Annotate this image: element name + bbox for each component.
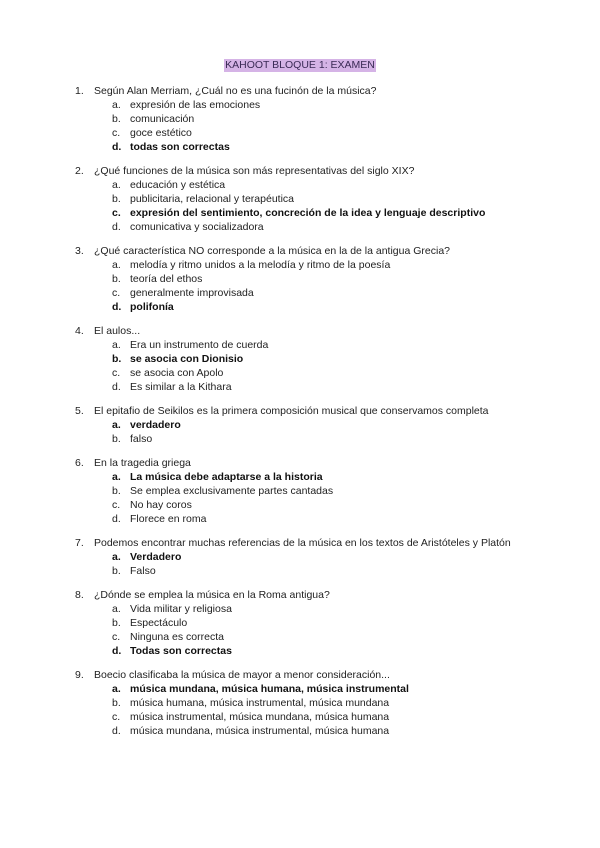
question-text: El epitafio de Seikilos es la primera composición musical que conservamos completa xyxy=(94,405,489,417)
question-text: ¿Dónde se emplea la música en la Roma antigua? xyxy=(94,589,330,601)
option-text: Todas son correctas xyxy=(130,645,232,657)
question-text: Podemos encontrar muchas referencias de la música en los textos de Aristóteles y Platón xyxy=(94,537,511,549)
option xyxy=(0,286,600,300)
option-text: Espectáculo xyxy=(130,617,188,629)
option-correct xyxy=(0,418,600,432)
option-text: expresión del sentimiento, concreción de la idea y lenguaje descriptivo xyxy=(130,207,486,219)
question-text: ¿Qué característica NO corresponde a la música en la de la antigua Grecia? xyxy=(94,245,451,257)
question-line xyxy=(0,456,600,470)
option-correct xyxy=(0,470,600,484)
option xyxy=(0,126,600,140)
option-letter: a. xyxy=(112,259,121,271)
option-text: todas son correctas xyxy=(130,141,230,153)
question-line xyxy=(0,588,600,602)
option-text: música mundana, música instrumental, música humana xyxy=(130,725,390,737)
question-text: Boecio clasificaba la música de mayor a menor consideración... xyxy=(94,669,390,681)
option xyxy=(0,178,600,192)
option xyxy=(0,272,600,286)
option xyxy=(0,484,600,498)
question-line xyxy=(0,164,600,178)
option-letter: a. xyxy=(112,419,121,431)
option-correct xyxy=(0,352,600,366)
option-text: música humana, música instrumental, música mundana xyxy=(130,697,390,709)
option-text: Se emplea exclusivamente partes cantadas xyxy=(130,485,334,497)
option-text: Falso xyxy=(130,565,156,577)
option-letter: d. xyxy=(112,381,121,393)
question-line xyxy=(0,536,600,550)
option xyxy=(0,696,600,710)
option-text: teoría del ethos xyxy=(130,273,203,285)
question-text: ¿Qué funciones de la música son más representativas del siglo XIX? xyxy=(94,165,415,177)
option-correct xyxy=(0,140,600,154)
option-letter: a. xyxy=(112,551,121,563)
question-number: 8. xyxy=(75,589,84,601)
option-text: Vida militar y religiosa xyxy=(130,603,232,615)
question-number: 5. xyxy=(75,405,84,417)
option-text: Es similar a la Kithara xyxy=(130,381,232,393)
option-letter: a. xyxy=(112,339,121,351)
option-letter: c. xyxy=(112,367,121,379)
option xyxy=(0,98,600,112)
option-letter: b. xyxy=(112,485,121,497)
question-5 xyxy=(0,404,600,446)
option-letter: a. xyxy=(112,603,121,615)
option-letter: c. xyxy=(112,499,121,511)
option-text: educación y estética xyxy=(130,179,226,191)
option xyxy=(0,616,600,630)
option-letter: d. xyxy=(112,221,121,233)
option xyxy=(0,630,600,644)
option-letter: b. xyxy=(112,433,121,445)
title-wrapper xyxy=(0,55,600,73)
option-text: melodía y ritmo unidos a la melodía y ritmo de la poesía xyxy=(130,259,391,271)
option-text: falso xyxy=(130,433,153,445)
option-correct xyxy=(0,206,600,220)
option-text: generalmente improvisada xyxy=(130,287,254,299)
option xyxy=(0,366,600,380)
question-4 xyxy=(0,324,600,394)
option xyxy=(0,710,600,724)
question-number: 2. xyxy=(75,165,84,177)
question-6 xyxy=(0,456,600,526)
option xyxy=(0,512,600,526)
question-text: Según Alan Merriam, ¿Cuál no es una fucinón de la música? xyxy=(94,85,377,97)
option-letter: c. xyxy=(112,127,121,139)
question-9 xyxy=(0,668,600,738)
question-number: 4. xyxy=(75,325,84,337)
option-letter: b. xyxy=(112,193,121,205)
option xyxy=(0,498,600,512)
option-letter: a. xyxy=(112,471,121,483)
option-text: comunicación xyxy=(130,113,195,125)
page-title: KAHOOT BLOQUE 1: EXAMEN xyxy=(225,59,375,71)
option-letter: d. xyxy=(112,725,121,737)
question-line xyxy=(0,324,600,338)
option-letter: b. xyxy=(112,697,121,709)
option-correct xyxy=(0,644,600,658)
option-letter: d. xyxy=(112,513,121,525)
question-2 xyxy=(0,164,600,234)
question-number: 3. xyxy=(75,245,84,257)
option-letter: c. xyxy=(112,711,121,723)
option-letter: a. xyxy=(112,683,121,695)
option-correct xyxy=(0,550,600,564)
option xyxy=(0,338,600,352)
option-text: Era un instrumento de cuerda xyxy=(130,339,269,351)
question-8 xyxy=(0,588,600,658)
question-number: 7. xyxy=(75,537,84,549)
question-number: 1. xyxy=(75,85,84,97)
question-text: El aulos... xyxy=(94,325,141,337)
option xyxy=(0,602,600,616)
option-letter: d. xyxy=(112,301,122,313)
option-text: goce estético xyxy=(130,127,192,139)
option-letter: d. xyxy=(112,645,122,657)
option-letter: b. xyxy=(112,617,121,629)
option-text: expresión de las emociones xyxy=(130,99,261,111)
option-text: Verdadero xyxy=(130,551,182,563)
question-line xyxy=(0,244,600,258)
option xyxy=(0,380,600,394)
option xyxy=(0,220,600,234)
option xyxy=(0,432,600,446)
option-letter: b. xyxy=(112,273,121,285)
option-text: verdadero xyxy=(130,419,181,431)
option-text: música mundana, música humana, música instrumental xyxy=(130,683,409,695)
option-letter: a. xyxy=(112,179,121,191)
option xyxy=(0,258,600,272)
question-line xyxy=(0,84,600,98)
option-letter: c. xyxy=(112,631,121,643)
option xyxy=(0,724,600,738)
question-1 xyxy=(0,84,600,154)
question-number: 6. xyxy=(75,457,84,469)
question-list xyxy=(0,84,600,748)
option-text: se asocia con Dionisio xyxy=(130,353,244,365)
option-text: se asocia con Apolo xyxy=(130,367,224,379)
option-text: La música debe adaptarse a la historia xyxy=(130,471,323,483)
question-line xyxy=(0,668,600,682)
option-letter: d. xyxy=(112,141,122,153)
option-text: música instrumental, música mundana, música humana xyxy=(130,711,390,723)
option xyxy=(0,112,600,126)
option-text: polifonía xyxy=(130,301,174,313)
option xyxy=(0,564,600,578)
option-text: Florece en roma xyxy=(130,513,207,525)
option-correct xyxy=(0,300,600,314)
option-text: No hay coros xyxy=(130,499,192,511)
option-letter: c. xyxy=(112,207,121,219)
question-7 xyxy=(0,536,600,578)
question-number: 9. xyxy=(75,669,84,681)
option-letter: c. xyxy=(112,287,121,299)
option-letter: b. xyxy=(112,353,122,365)
option-letter: a. xyxy=(112,99,121,111)
option-text: publicitaria, relacional y terapéutica xyxy=(130,193,295,205)
option-text: Ninguna es correcta xyxy=(130,631,224,643)
question-text: En la tragedia griega xyxy=(94,457,191,469)
question-line xyxy=(0,404,600,418)
option-text: comunicativa y socializadora xyxy=(130,221,264,233)
option-letter: b. xyxy=(112,113,121,125)
option xyxy=(0,192,600,206)
question-3 xyxy=(0,244,600,314)
option-letter: b. xyxy=(112,565,121,577)
option-correct xyxy=(0,682,600,696)
